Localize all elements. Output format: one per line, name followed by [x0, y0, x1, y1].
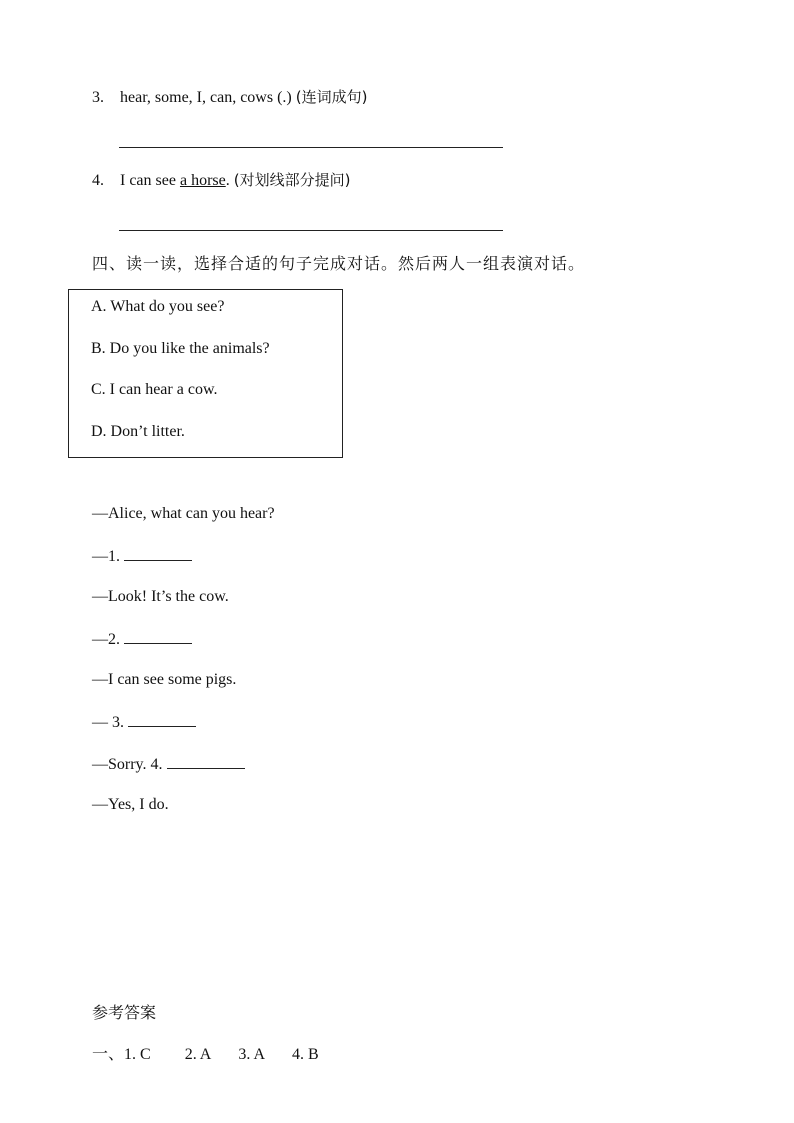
- question-number: 4.: [92, 172, 104, 189]
- question-suffix: .: [225, 172, 230, 189]
- dialogue-line: —I can see some pigs.: [92, 671, 237, 688]
- dialogue-text: —1.: [92, 548, 124, 565]
- answer-line-3[interactable]: [119, 147, 503, 148]
- question-words: hear, some, I, can, cows (.): [120, 89, 292, 106]
- dialogue-line: [92, 546, 192, 567]
- dialogue-text: —2.: [92, 631, 124, 648]
- answer-line-4[interactable]: [119, 230, 503, 231]
- blank-1[interactable]: [124, 546, 192, 561]
- options-box: [68, 289, 343, 458]
- answer-item: 1. C: [124, 1046, 151, 1063]
- underlined-phrase: a horse: [179, 172, 226, 189]
- question-instruction: (连词成句): [295, 88, 368, 106]
- question-3: [92, 87, 367, 108]
- dialogue-line: [92, 629, 192, 650]
- dialogue-line: —Alice, what can you hear?: [92, 505, 275, 522]
- answers-prefix: 一、: [92, 1044, 125, 1063]
- option-d: D. Don’t litter.: [91, 423, 185, 440]
- answer-item: 3. A: [238, 1046, 266, 1063]
- dialogue-text: — 3.: [92, 714, 128, 731]
- blank-2[interactable]: [124, 629, 192, 644]
- answers-row: [92, 1044, 319, 1065]
- dialogue-line: —Look! It’s the cow.: [92, 588, 229, 605]
- answers-title: 参考答案: [92, 1003, 157, 1022]
- dialogue-line: [92, 712, 196, 733]
- section-heading: 四、读一读，选择合适的句子完成对话。然后两人一组表演对话。: [92, 254, 586, 273]
- option-c: C. I can hear a cow.: [91, 381, 218, 398]
- answer-item: 4. B: [292, 1046, 319, 1063]
- question-instruction: (对划线部分提问): [233, 171, 351, 189]
- blank-3[interactable]: [128, 712, 196, 727]
- dialogue-line: [92, 754, 245, 775]
- question-4: [92, 170, 350, 191]
- blank-4[interactable]: [167, 754, 245, 769]
- option-a: A. What do you see?: [91, 298, 225, 315]
- question-prefix: I can see: [120, 172, 180, 189]
- option-b: B. Do you like the animals?: [91, 340, 270, 357]
- dialogue-line: —Yes, I do.: [92, 796, 169, 813]
- question-number: 3.: [92, 89, 104, 106]
- answer-item: 2. A: [184, 1046, 212, 1063]
- dialogue-text: —Sorry. 4.: [92, 756, 167, 773]
